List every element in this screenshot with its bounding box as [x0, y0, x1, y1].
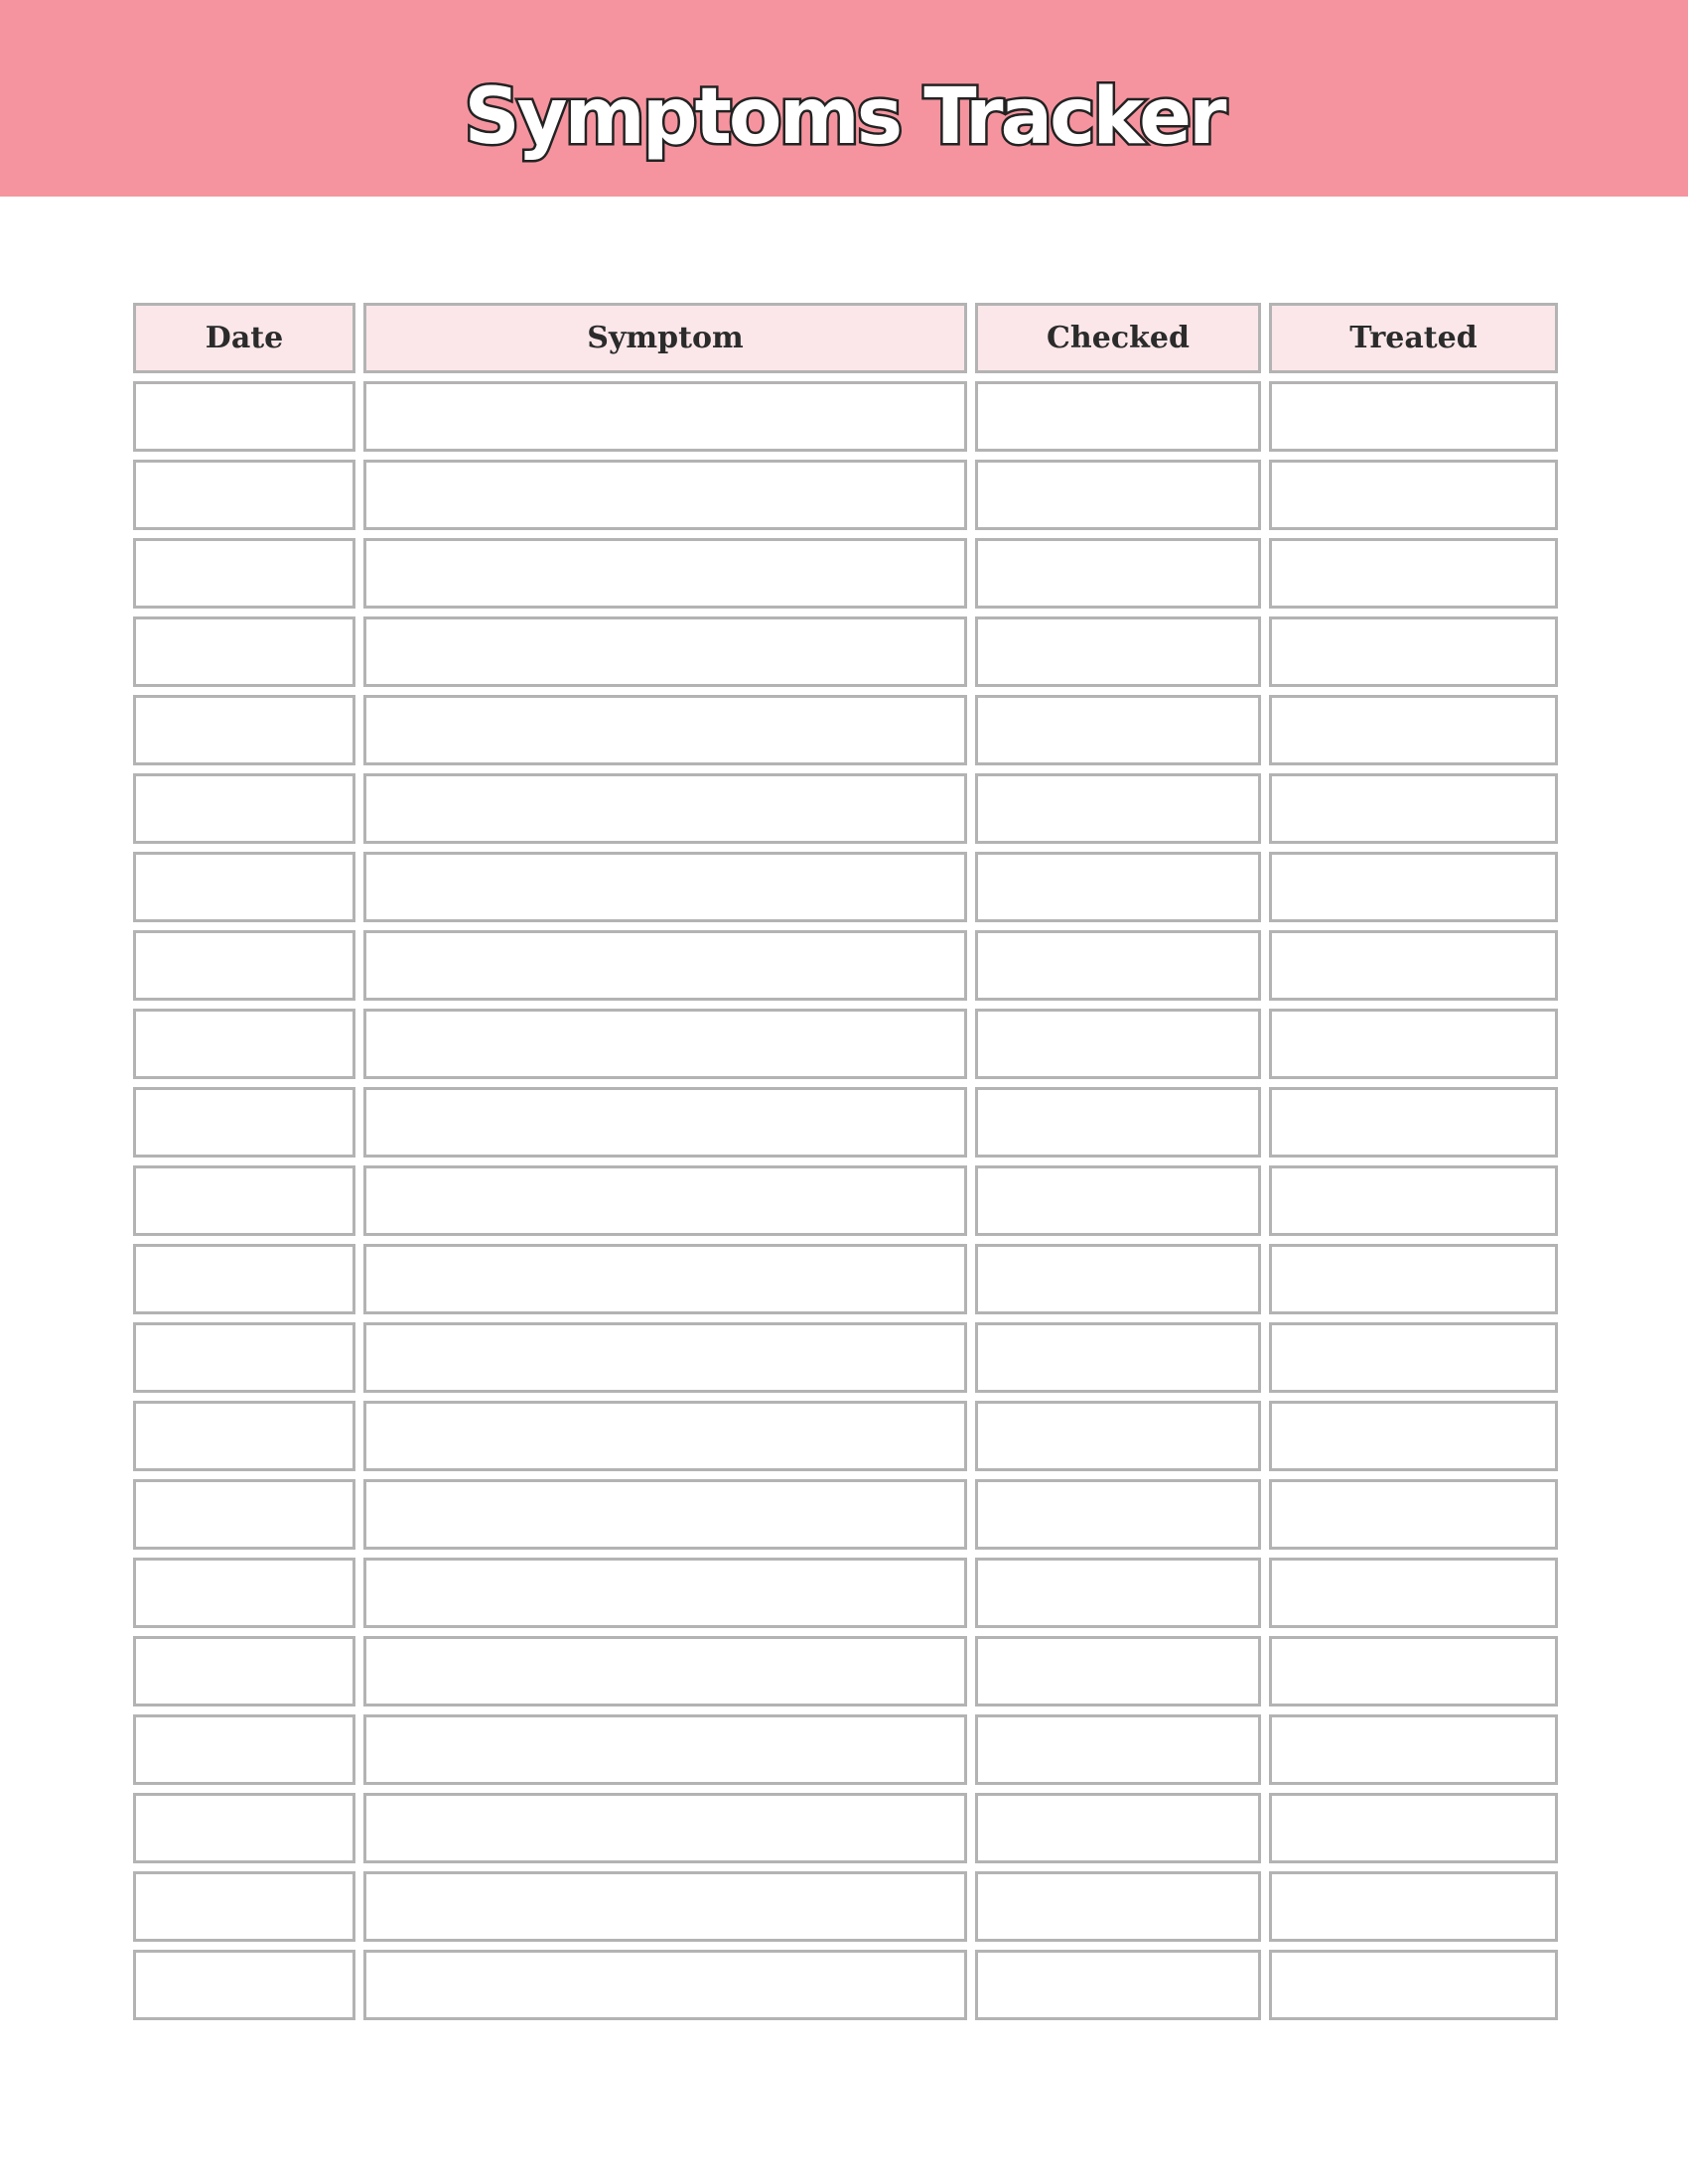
table-row [133, 460, 1558, 530]
symptom-cell[interactable] [363, 1636, 967, 1706]
checked-cell[interactable] [975, 1793, 1261, 1863]
date-cell[interactable] [133, 1087, 355, 1158]
table-row [133, 1479, 1558, 1550]
table-row [133, 1009, 1558, 1079]
date-cell[interactable] [133, 1793, 355, 1863]
symptom-cell[interactable] [363, 1009, 967, 1079]
date-cell[interactable] [133, 1165, 355, 1236]
date-cell[interactable] [133, 1479, 355, 1550]
table-header-row [133, 303, 1558, 373]
date-cell[interactable] [133, 1714, 355, 1785]
table-row [133, 1950, 1558, 2020]
treated-cell[interactable] [1269, 1558, 1558, 1628]
symptom-cell[interactable] [363, 1165, 967, 1236]
treated-cell[interactable] [1269, 1636, 1558, 1706]
checked-cell[interactable] [975, 1479, 1261, 1550]
symptom-cell[interactable] [363, 852, 967, 922]
treated-cell[interactable] [1269, 1087, 1558, 1158]
treated-cell[interactable] [1269, 460, 1558, 530]
treated-cell[interactable] [1269, 695, 1558, 765]
checked-cell[interactable] [975, 1244, 1261, 1314]
symptoms-table [133, 303, 1558, 2028]
checked-cell[interactable] [975, 1009, 1261, 1079]
symptom-cell[interactable] [363, 1714, 967, 1785]
symptom-cell[interactable] [363, 1401, 967, 1471]
checked-cell[interactable] [975, 616, 1261, 687]
table-row [133, 852, 1558, 922]
table-row [133, 616, 1558, 687]
checked-cell[interactable] [975, 930, 1261, 1001]
symptom-cell[interactable] [363, 616, 967, 687]
treated-cell[interactable] [1269, 1165, 1558, 1236]
table-row [133, 1401, 1558, 1471]
symptom-cell[interactable] [363, 1558, 967, 1628]
table-row [133, 773, 1558, 844]
column-header-checked: Checked [975, 303, 1261, 373]
date-cell[interactable] [133, 1950, 355, 2020]
date-cell[interactable] [133, 616, 355, 687]
symptom-cell[interactable] [363, 930, 967, 1001]
treated-cell[interactable] [1269, 1009, 1558, 1079]
table-row [133, 1558, 1558, 1628]
checked-cell[interactable] [975, 852, 1261, 922]
symptom-cell[interactable] [363, 1322, 967, 1393]
checked-cell[interactable] [975, 1714, 1261, 1785]
checked-cell[interactable] [975, 538, 1261, 609]
date-cell[interactable] [133, 695, 355, 765]
symptom-cell[interactable] [363, 460, 967, 530]
date-cell[interactable] [133, 1871, 355, 1942]
treated-cell[interactable] [1269, 930, 1558, 1001]
treated-cell[interactable] [1269, 1950, 1558, 2020]
treated-cell[interactable] [1269, 616, 1558, 687]
date-cell[interactable] [133, 381, 355, 452]
table-row [133, 1322, 1558, 1393]
checked-cell[interactable] [975, 1087, 1261, 1158]
date-cell[interactable] [133, 538, 355, 609]
table-row [133, 381, 1558, 452]
table-row [133, 930, 1558, 1001]
symptom-cell[interactable] [363, 538, 967, 609]
symptom-cell[interactable] [363, 1793, 967, 1863]
table-body [133, 381, 1558, 2020]
treated-cell[interactable] [1269, 852, 1558, 922]
page-title: Symptoms Tracker [464, 72, 1224, 162]
checked-cell[interactable] [975, 381, 1261, 452]
date-cell[interactable] [133, 1401, 355, 1471]
table-row [133, 538, 1558, 609]
treated-cell[interactable] [1269, 1479, 1558, 1550]
table-row [133, 1714, 1558, 1785]
checked-cell[interactable] [975, 1871, 1261, 1942]
date-cell[interactable] [133, 930, 355, 1001]
date-cell[interactable] [133, 1009, 355, 1079]
column-header-symptom: Symptom [363, 303, 967, 373]
table-row [133, 695, 1558, 765]
checked-cell[interactable] [975, 773, 1261, 844]
date-cell[interactable] [133, 1636, 355, 1706]
symptom-cell[interactable] [363, 1950, 967, 2020]
table-row [133, 1636, 1558, 1706]
date-cell[interactable] [133, 1244, 355, 1314]
checked-cell[interactable] [975, 1558, 1261, 1628]
treated-cell[interactable] [1269, 1244, 1558, 1314]
treated-cell[interactable] [1269, 773, 1558, 844]
table-row [133, 1087, 1558, 1158]
table-row [133, 1871, 1558, 1942]
checked-cell[interactable] [975, 695, 1261, 765]
treated-cell[interactable] [1269, 1871, 1558, 1942]
treated-cell[interactable] [1269, 538, 1558, 609]
date-cell[interactable] [133, 852, 355, 922]
symptom-cell[interactable] [363, 381, 967, 452]
checked-cell[interactable] [975, 1950, 1261, 2020]
table-row [133, 1165, 1558, 1236]
date-cell[interactable] [133, 1558, 355, 1628]
checked-cell[interactable] [975, 1401, 1261, 1471]
symptom-cell[interactable] [363, 1871, 967, 1942]
treated-cell[interactable] [1269, 381, 1558, 452]
symptom-cell[interactable] [363, 695, 967, 765]
table-row [133, 1793, 1558, 1863]
date-cell[interactable] [133, 460, 355, 530]
treated-cell[interactable] [1269, 1322, 1558, 1393]
column-header-date: Date [133, 303, 355, 373]
table-row [133, 1244, 1558, 1314]
checked-cell[interactable] [975, 1322, 1261, 1393]
checked-cell[interactable] [975, 1636, 1261, 1706]
treated-cell[interactable] [1269, 1714, 1558, 1785]
column-header-treated: Treated [1269, 303, 1558, 373]
treated-cell[interactable] [1269, 1793, 1558, 1863]
symptom-cell[interactable] [363, 1479, 967, 1550]
symptom-cell[interactable] [363, 1244, 967, 1314]
checked-cell[interactable] [975, 1165, 1261, 1236]
checked-cell[interactable] [975, 460, 1261, 530]
symptom-cell[interactable] [363, 773, 967, 844]
treated-cell[interactable] [1269, 1401, 1558, 1471]
date-cell[interactable] [133, 1322, 355, 1393]
symptom-cell[interactable] [363, 1087, 967, 1158]
date-cell[interactable] [133, 773, 355, 844]
